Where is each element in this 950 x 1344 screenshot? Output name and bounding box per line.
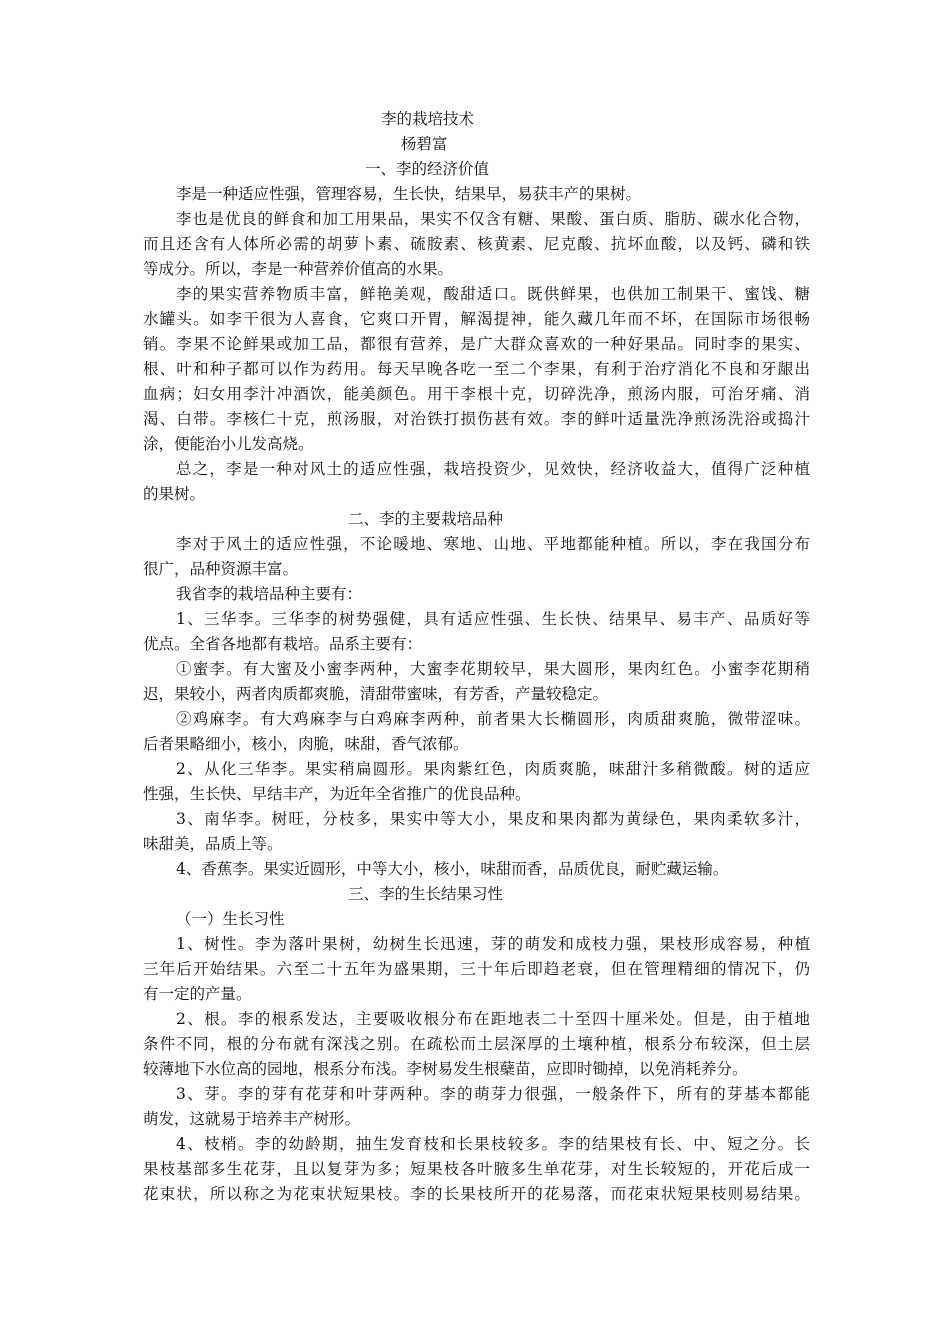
paragraph-first-line: 李也是优良的鲜食和加工用果品，果实不仅含有糖、果酸、蛋白质、脂肪、碳水化合物， <box>176 210 810 228</box>
paragraph-last-line: 萌发，这就易于培养丰产树形。 <box>143 1110 361 1128</box>
paragraph-line: 果枝基部多生花芽，且以复芽为多；短果枝各叶腋多生单花芽，对生长较短的，开花后成一 <box>143 1160 810 1178</box>
paragraph-first-line: 4、枝梢。李的幼龄期，抽生发育枝和长果枝较多。李的结果枝有长、中、短之分。长 <box>176 1135 810 1153</box>
paragraph-first-line: 李的果实营养物质丰富，鲜艳美观，酸甜适口。既供鲜果，也供加工制果干、蜜饯、糖 <box>176 285 810 303</box>
paragraph-first-line: 2、从化三华李。果实稍扁圆形。果肉紫红色，肉质爽脆，味甜汁多稍微酸。树的适应 <box>176 760 810 778</box>
paragraph-last-line: 后者果略细小，核小，肉脆，味甜，香气浓郁。 <box>143 735 469 753</box>
paragraph-first-line: 3、芽。李的芽有花芽和叶芽两种。李的萌芽力很强，一般条件下，所有的芽基本都能 <box>176 1085 810 1103</box>
paragraph-first-line: 2、根。李的根系发达，主要吸收根分布在距地表二十至四十厘米处。但是，由于植地 <box>176 1010 810 1028</box>
paragraph-line: 根、叶和种子都可以作为药用。每天早晚各吃一至二个李果，有利于治疗消化不良和牙龈出 <box>143 360 810 378</box>
paragraph-first-line: 4、香蕉李。果实近圆形，中等大小，核小，味甜而香，品质优良，耐贮藏运输。 <box>176 860 729 878</box>
document-author: 杨碧富 <box>401 135 448 153</box>
paragraph-first-line: （一）生长习性 <box>176 910 285 928</box>
paragraph-line: 水罐头。如李干很为人喜食，它爽口开胃，解渴提神，能久藏几年而不坏，在国际市场很畅 <box>143 310 810 328</box>
paragraph-last-line: 味甜美，品质上等。 <box>143 835 283 853</box>
paragraph-last-line: 迟，果较小，两者肉质都爽脆，清甜带蜜味，有芳香，产量较稳定。 <box>143 685 609 703</box>
paragraph-first-line: ①蜜李。有大蜜及小蜜李两种，大蜜李花期较早，果大圆形，果肉红色。小蜜李花期稍 <box>176 660 810 678</box>
paragraph-line: 条件不同，根的分布就有深浅之别。在疏松而土层深厚的土壤种植，根系分布较深，但土层 <box>143 1035 810 1053</box>
paragraph-line: 而且还含有人体所必需的胡萝卜素、硫胺素、核黄素、尼克酸、抗坏血酸，以及钙、磷和铁 <box>143 235 810 253</box>
paragraph-first-line: 总之，李是一种对风土的适应性强，栽培投资少，见效快，经济收益大，值得广泛种植 <box>176 460 810 478</box>
paragraph-line: 渴、白带。李核仁十克，煎汤服，对治铁打损伤甚有效。李的鲜叶适量洗净煎汤洗浴或捣汁 <box>143 410 810 428</box>
paragraph-line: 花束状，所以称之为花束状短果枝。李的长果枝所开的花易落，而花束状短果枝则易结果。 <box>143 1185 810 1203</box>
paragraph-last-line: 有一定的产量。 <box>143 985 252 1003</box>
paragraph-last-line: 较薄地下水位高的园地，根系分布浅。李树易发生根蘖苗，应即时锄掉，以免消耗养分。 <box>143 1060 748 1078</box>
paragraph-first-line: 李是一种适应性强，管理容易，生长快，结果早，易获丰产的果树。 <box>176 185 642 203</box>
paragraph-last-line: 很广，品种资源丰富。 <box>143 560 299 578</box>
paragraph-line: 销。李果不论鲜果或加工品，都很有营养，是广大群众喜欢的一种好果品。同时李的果实、 <box>143 335 810 353</box>
section-heading: 三、李的生长结果习性 <box>348 885 504 903</box>
paragraph-last-line: 等成分。所以，李是一种营养价值高的水果。 <box>143 260 454 278</box>
paragraph-last-line: 的果树。 <box>143 485 206 503</box>
paragraph-first-line: 我省李的栽培品种主要有： <box>176 585 363 603</box>
section-heading: 一、李的经济价值 <box>365 160 490 178</box>
paragraph-line: 三年后开始结果。六至二十五年为盛果期，三十年后即趋老衰，但在管理精细的情况下，仍 <box>143 960 810 978</box>
document-title: 李的栽培技术 <box>381 110 475 128</box>
paragraph-first-line: 3、南华李。树旺，分枝多，果实中等大小，果皮和果肉都为黄绿色，果肉柔软多汁， <box>176 810 810 828</box>
paragraph-first-line: 1、树性。李为落叶果树，幼树生长迅速，芽的萌发和成枝力强，果枝形成容易，种植 <box>176 935 810 953</box>
paragraph-first-line: ②鸡麻李。有大鸡麻李与白鸡麻李两种，前者果大长椭圆形，肉质甜爽脆，微带涩味。 <box>176 710 810 728</box>
paragraph-line: 血病；妇女用李汁冲酒饮，能美颜色。用干李根十克，切碎洗净，煎汤内服，可治牙痛、消 <box>143 385 810 403</box>
paragraph-first-line: 1、三华李。三华李的树势强健，具有适应性强、生长快、结果早、易丰产、品质好等 <box>176 610 810 628</box>
section-heading: 二、李的主要栽培品种 <box>348 510 504 528</box>
paragraph-last-line: 涂，便能治小儿发高烧。 <box>143 435 314 453</box>
paragraph-last-line: 性强，生长快、早结丰产，为近年全省推广的优良品种。 <box>143 785 531 803</box>
paragraph-first-line: 李对于风土的适应性强，不论暖地、寒地、山地、平地都能种植。所以，李在我国分布 <box>176 535 810 553</box>
paragraph-last-line: 优点。全省各地都有栽培。品系主要有： <box>143 635 423 653</box>
